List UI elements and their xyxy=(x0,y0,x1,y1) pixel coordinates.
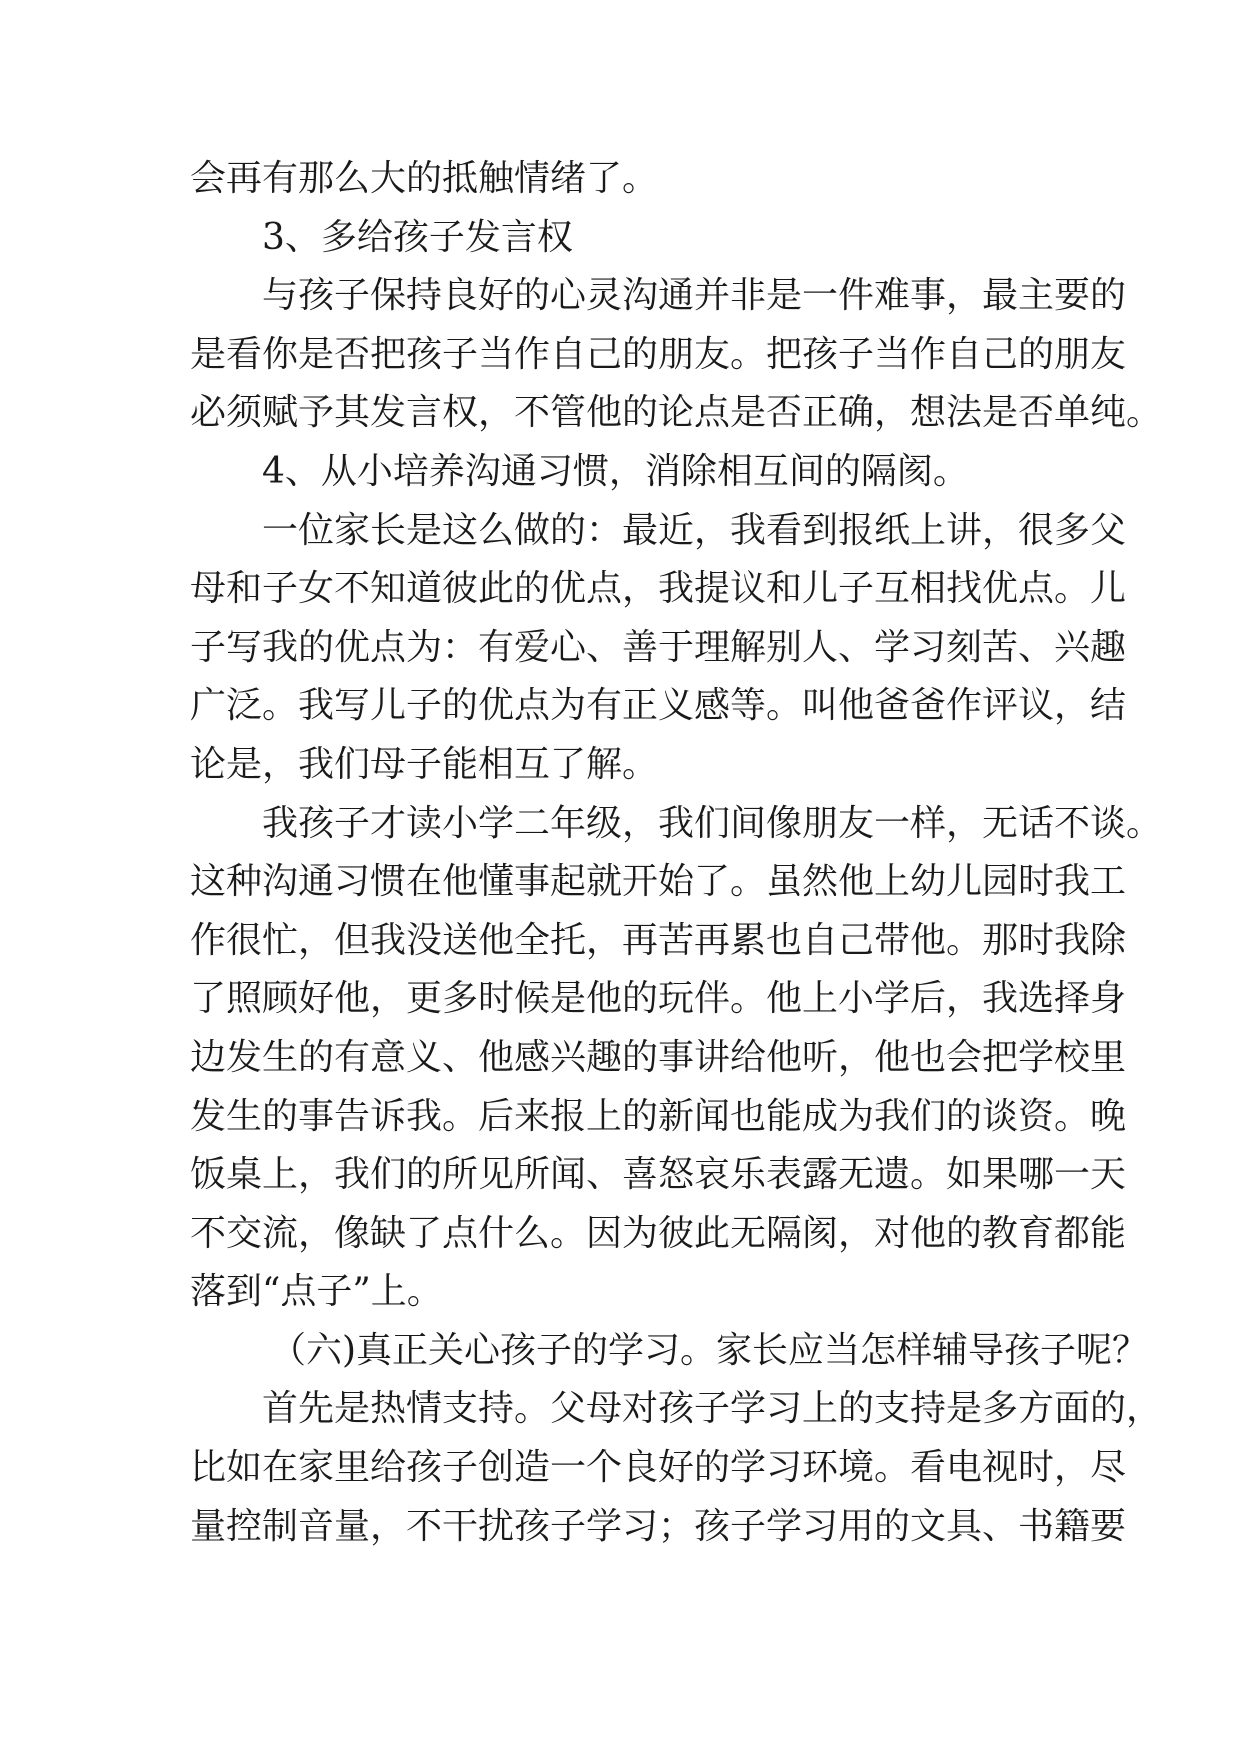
text-line: 比如在家里给孩子创造一个良好的学习环境。看电视时，尽 xyxy=(190,1447,1127,1489)
text-line: 落到“点子”上。 xyxy=(190,1271,443,1313)
text-line: 这种沟通习惯在他懂事起就开始了。虽然他上幼儿园时我工 xyxy=(190,861,1127,903)
text-line: 是看你是否把孩子当作自己的朋友。把孩子当作自己的朋友 xyxy=(190,333,1127,375)
text-line: 我孩子才读小学二年级，我们间像朋友一样，无话不谈。 xyxy=(262,802,1163,844)
section-heading: 3、多给孩子发言权 xyxy=(262,216,573,258)
text-line: 首先是热情支持。父母对孩子学习上的支持是多方面的， xyxy=(262,1388,1163,1430)
section-heading: 4、从小培养沟通习惯，消除相互间的隔阂。 xyxy=(262,450,969,492)
section-heading: （六)真正关心孩子的学习。家长应当怎样辅导孩子呢？ xyxy=(270,1329,1149,1371)
document-page xyxy=(190,150,1163,1556)
text-line: 会再有那么大的抵触情绪了。 xyxy=(190,158,659,199)
text-line: 必须赋予其发言权，不管他的论点是否正确，想法是否单纯。 xyxy=(190,392,1163,434)
text-line: 了照顾好他，更多时候是他的玩伴。他上小学后，我选择身 xyxy=(190,978,1127,1020)
text-line: 量控制音量，不干扰孩子学习；孩子学习用的文具、书籍要 xyxy=(190,1505,1127,1547)
text-line: 子写我的优点为：有爱心、善于理解别人、学习刻苦、兴趣 xyxy=(190,626,1127,668)
text-line: 论是，我们母子能相互了解。 xyxy=(190,743,659,785)
text-line: 饭桌上，我们的所见所闻、喜怒哀乐表露无遗。如果哪一天 xyxy=(190,1154,1127,1196)
text-line: 母和子女不知道彼此的优点，我提议和儿子互相找优点。儿 xyxy=(190,568,1127,610)
text-line: 广泛。我写儿子的优点为有正义感等。叫他爸爸作评议，结 xyxy=(190,685,1127,727)
text-line: 发生的事告诉我。后来报上的新闻也能成为我们的谈资。晚 xyxy=(190,1095,1127,1137)
text-line: 一位家长是这么做的：最近，我看到报纸上讲，很多父 xyxy=(262,509,1127,551)
text-line: 作很忙，但我没送他全托，再苦再累也自己带他。那时我除 xyxy=(190,919,1127,961)
text-line: 边发生的有意义、他感兴趣的事讲给他听，他也会把学校里 xyxy=(190,1036,1127,1078)
text-line: 不交流，像缺了点什么。因为彼此无隔阂，对他的教育都能 xyxy=(190,1212,1127,1254)
text-line: 与孩子保持良好的心灵沟通并非是一件难事，最主要的 xyxy=(262,275,1127,317)
